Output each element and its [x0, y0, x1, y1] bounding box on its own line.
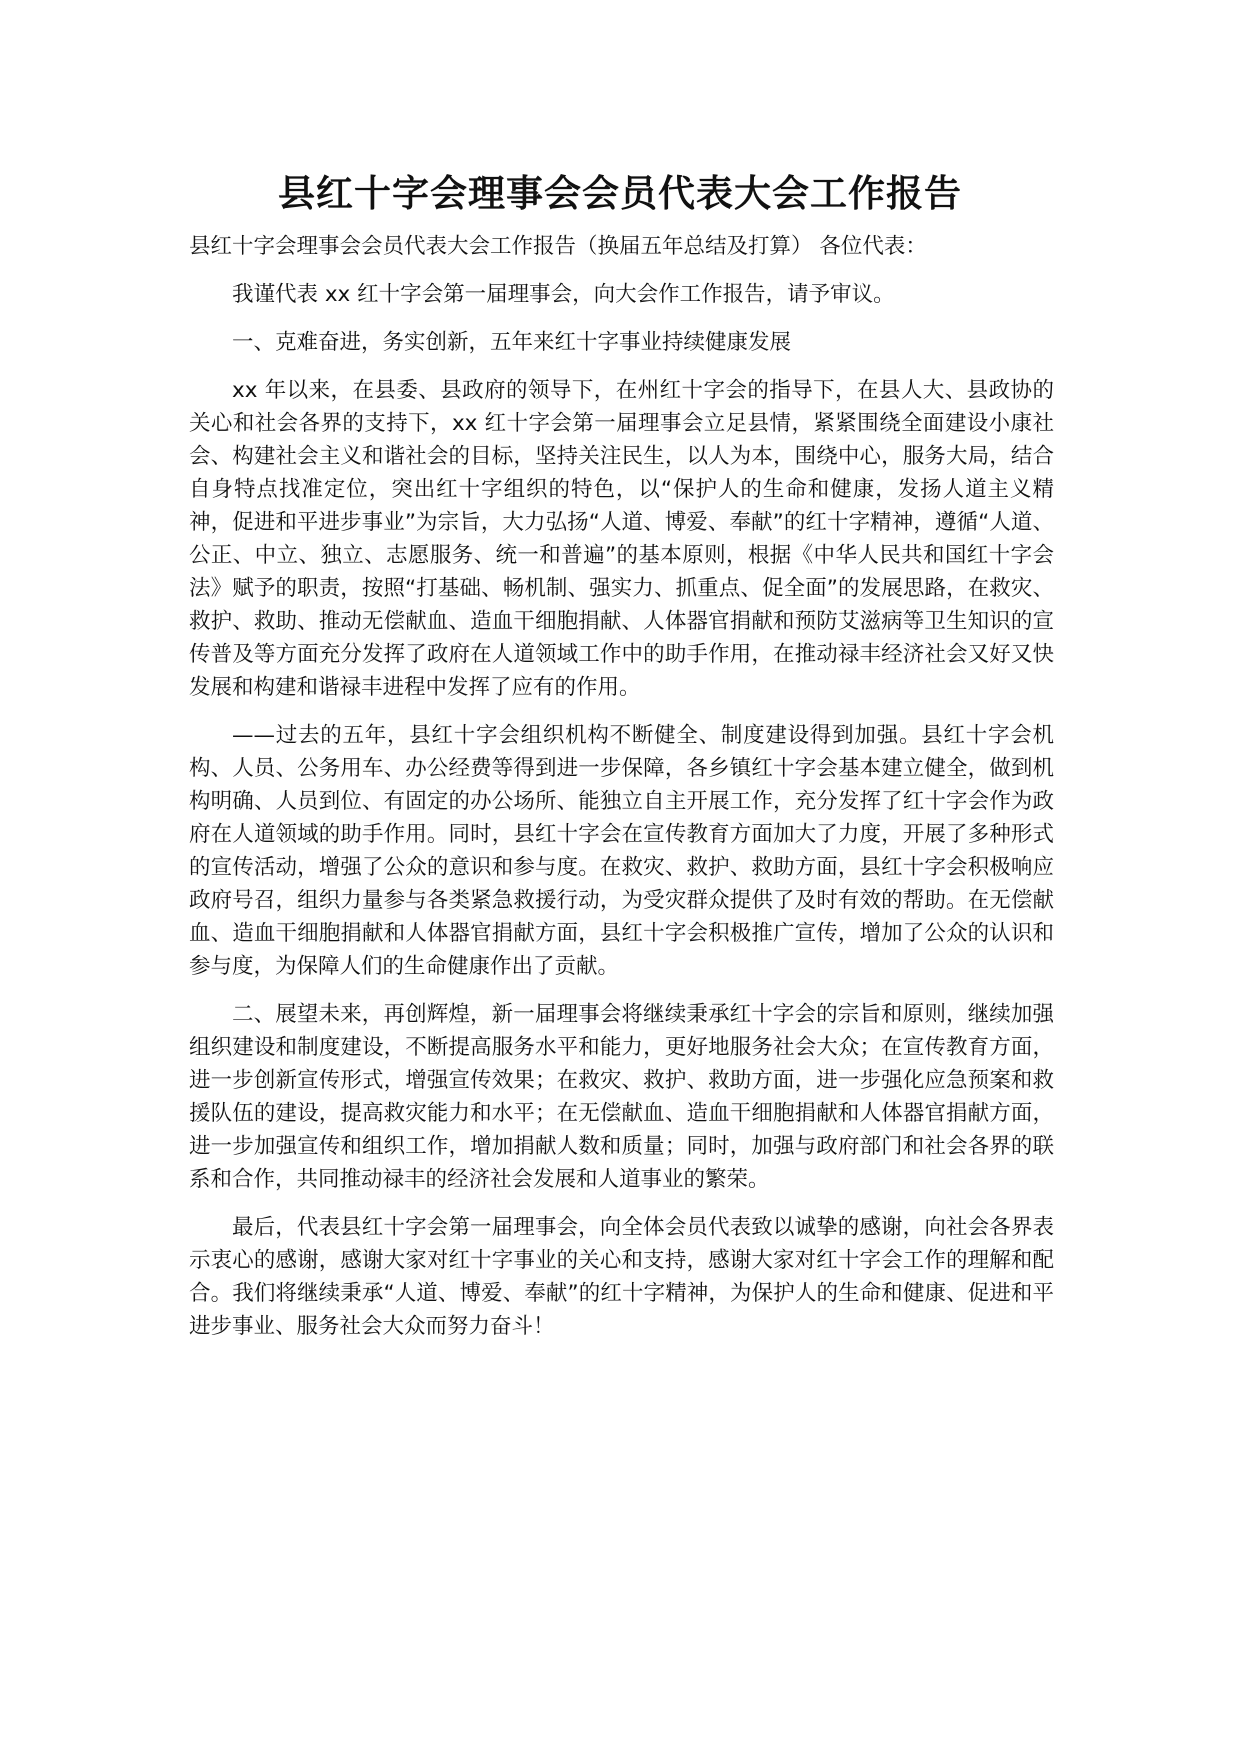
paragraph-closing: 最后，代表县红十字会第一届理事会，向全体会员代表致以诚挚的感谢，向社会各界表示衷心的感谢，感谢大家对红十字事业的关心和支持，感谢大家对红十字会工作的理解和配合。我们将继续秉承“人道、博爱、奉献”的红十字精神，为保护人的生命和健康、促进和平进步事业、服务社会大众而努力奋斗！ [189, 1215, 1054, 1339]
paragraph-overview: xx 年以来，在县委、县政府的领导下，在州红十字会的指导下，在县人大、县政协的关心和社会各界的支持下，xx 红十字会第一届理事会立足县情，紧紧围绕全面建设小康社会、构建社会主义和谐社会的目标，坚持关注民生，以人为本，围绕中心，服务大局，结合自身特点找准定位，突出红十字组织的特色，以“保护人的生命和健康，发扬人道主义精神，促进和平进步事业”为宗旨，大力弘扬“人道、博爱、奉献”的红十字精神，遵循“人道、公正、中立、独立、志愿服务、统一和普遍”的基本原则，根据《中华人民共和国红十字会法》赋予的职责，按照“打基础、畅机制、强实力、抓重点、促全面”的发展思路，在救灾、救护、救助、推动无偿献血、造血干细胞捐献、人体器官捐献和预防艾滋病等卫生知识的宣传普及等方面充分发挥了政府在人道领域工作中的助手作用，在推动禄丰经济社会又好又快发展和构建和谐禄丰进程中发挥了应有的作用。 [189, 378, 1054, 700]
document-subtitle: 县红十字会理事会会员代表大会工作报告（换届五年总结及打算） 各位代表： [189, 234, 927, 259]
paragraph-opening: 我谨代表 xx 红十字会第一届理事会，向大会作工作报告，请予审议。 [232, 282, 895, 307]
paragraph-outlook: 二、展望未来，再创辉煌，新一届理事会将继续秉承红十字会的宗旨和原则，继续加强组织建设和制度建设，不断提高服务水平和能力，更好地服务社会大众；在宣传教育方面，进一步创新宣传形式，增强宣传效果；在救灾、救护、救助方面，进一步强化应急预案和救援队伍的建设，提高救灾能力和水平；在无偿献血、造血干细胞捐献和人体器官捐献方面，进一步加强宣传和组织工作，增加捐献人数和质量；同时，加强与政府部门和社会各界的联系和合作，共同推动禄丰的经济社会发展和人道事业的繁荣。 [189, 1002, 1054, 1192]
section-heading-1: 一、克难奋进，务实创新，五年来红十字事业持续健康发展 [232, 330, 792, 355]
document-title: 县红十字会理事会会员代表大会工作报告 [278, 172, 962, 215]
paragraph-past-five-years: ——过去的五年，县红十字会组织机构不断健全、制度建设得到加强。县红十字会机构、人员、公务用车、办公经费等得到进一步保障，各乡镇红十字会基本建立健全，做到机构明确、人员到位、有固定的办公场所、能独立自主开展工作，充分发挥了红十字会作为政府在人道领域的助手作用。同时，县红十字会在宣传教育方面加大了力度，开展了多种形式的宣传活动，增强了公众的意识和参与度。在救灾、救护、救助方面，县红十字会积极响应政府号召，组织力量参与各类紧急救援行动，为受灾群众提供了及时有效的帮助。在无偿献血、造血干细胞捐献和人体器官捐献方面，县红十字会积极推广宣传，增加了公众的认识和参与度，为保障人们的生命健康作出了贡献。 [189, 723, 1054, 979]
document-body [189, 230, 1054, 1358]
